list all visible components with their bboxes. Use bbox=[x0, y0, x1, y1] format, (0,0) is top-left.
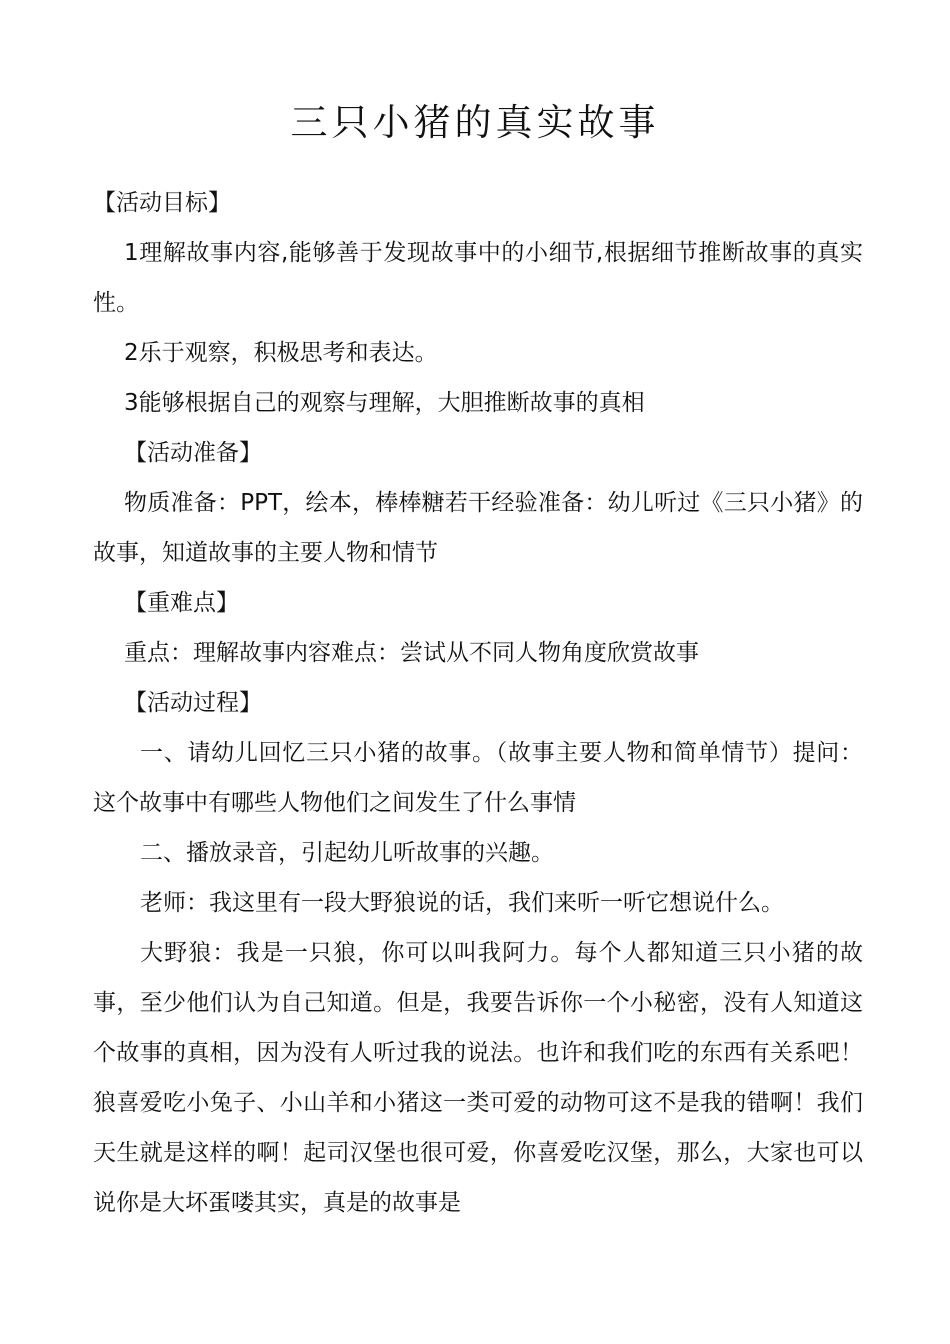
preparation-text: 物质准备：PPT，绘本，棒棒糖若干经验准备：幼儿听过《三只小猪》的故事，知道故事的主要人物和情节 bbox=[93, 490, 863, 566]
section-heading-preparation: 【活动准备】 bbox=[124, 440, 262, 466]
goal-item-1: 1理解故事内容,能够善于发现故事中的小细节,根据细节推断故事的真实性。 bbox=[93, 240, 863, 316]
process-step-1: 一、请幼儿回忆三只小猪的故事。（故事主要人物和简单情节）提问：这个故事中有哪些人物他们之间发生了什么事情 bbox=[93, 740, 863, 816]
section-heading-goals: 【活动目标】 bbox=[93, 190, 231, 216]
goal-item-3: 3能够根据自己的观察与理解，大胆推断故事的真相 bbox=[124, 390, 645, 416]
document-title: 三只小猪的真实故事 bbox=[290, 101, 660, 144]
key-points-text: 重点：理解故事内容难点：尝试从不同人物角度欣赏故事 bbox=[124, 640, 699, 666]
process-step-2: 二、播放录音，引起幼儿听故事的兴趣。 bbox=[140, 840, 554, 866]
teacher-line: 老师：我这里有一段大野狼说的话，我们来听一听它想说什么。 bbox=[140, 890, 784, 916]
goal-item-2: 2乐于观察，积极思考和表达。 bbox=[124, 340, 438, 366]
section-heading-process: 【活动过程】 bbox=[124, 690, 262, 716]
wolf-monologue: 大野狼：我是一只狼，你可以叫我阿力。每个人都知道三只小猪的故事，至少他们认为自己知道。但是，我要告诉你一个小秘密，没有人知道这个故事的真相，因为没有人听过我的说法。也许和我们吃的东西有关系吧！狼喜爱吃小兔子、小山羊和小猪这一类可爱的动物可这不是我的错啊！我们天生就是这样的啊！起司汉堡也很可爱，你喜爱吃汉堡，那么，大家也可以说你是大坏蛋喽其实，真是的故事是 bbox=[93, 940, 863, 1216]
document-body bbox=[93, 178, 863, 1228]
section-heading-key-points: 【重难点】 bbox=[124, 590, 239, 616]
